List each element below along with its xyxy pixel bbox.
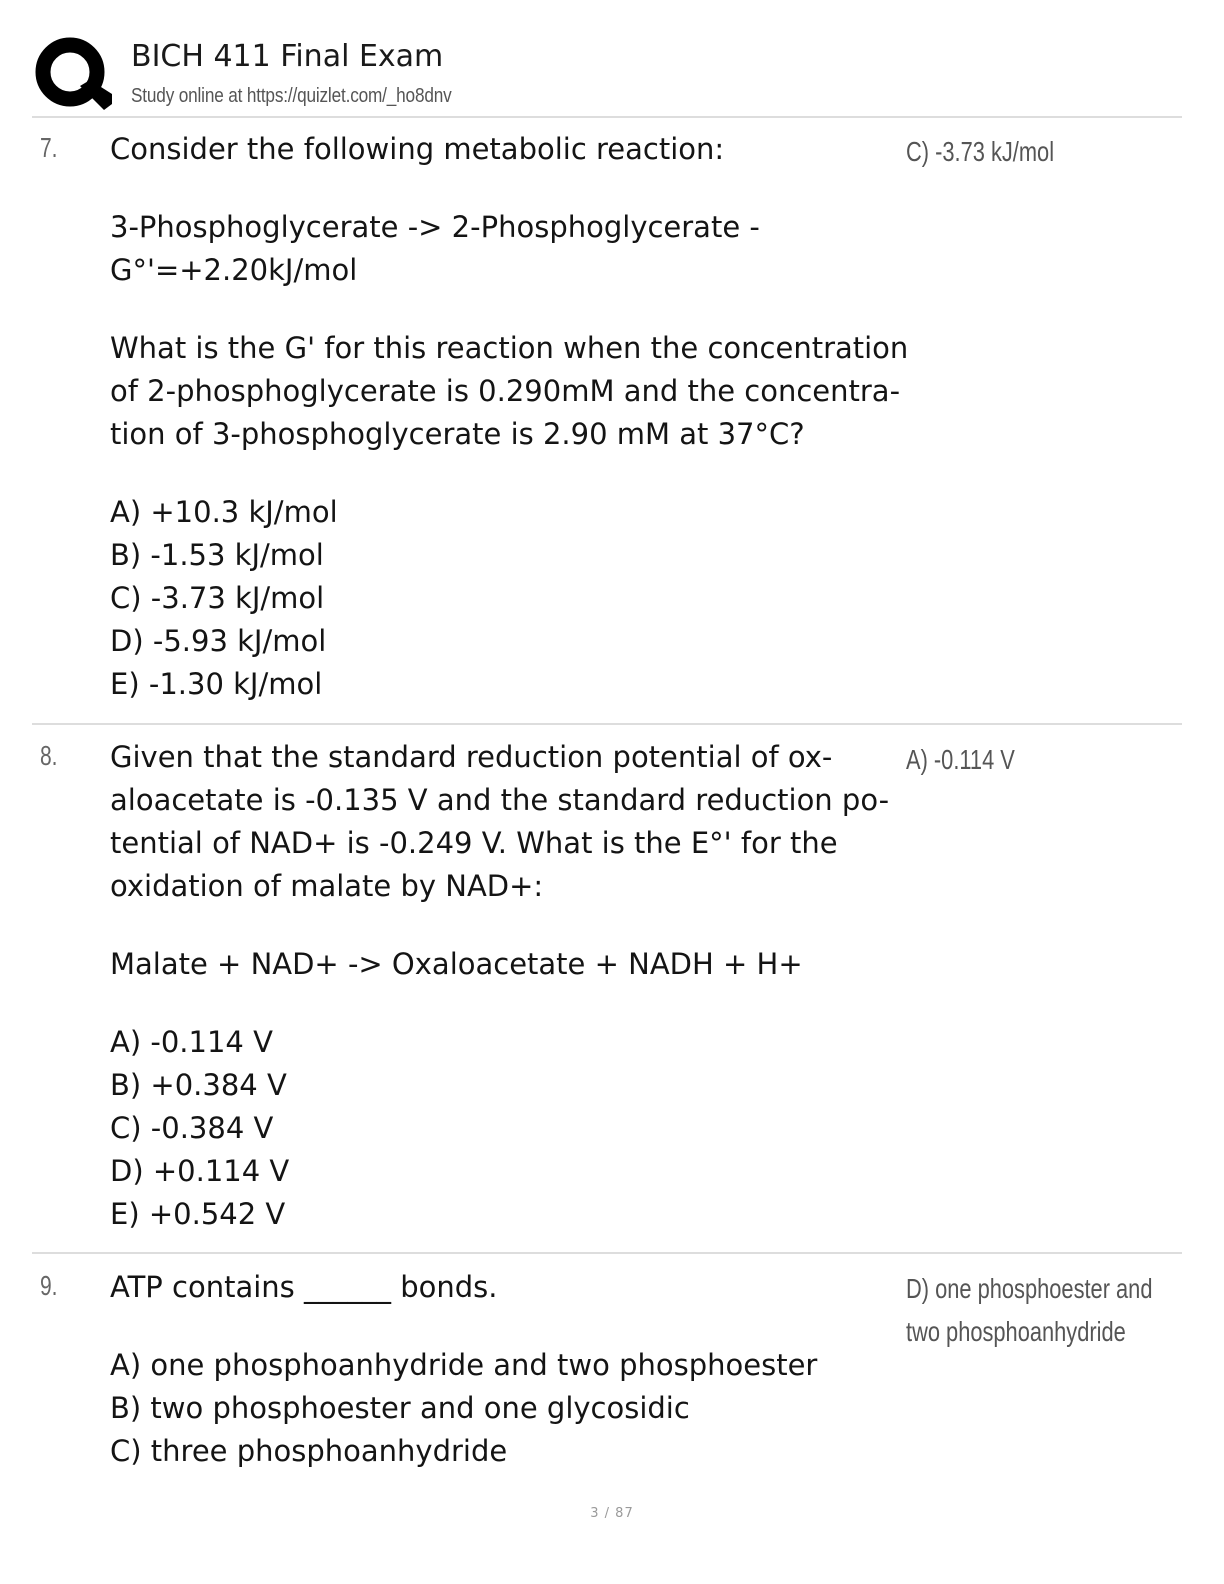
question-8 — [110, 736, 910, 1236]
divider — [32, 116, 1182, 118]
correct-answer: D) one phosphoester and two phosphoanhydride — [906, 1273, 1153, 1347]
divider — [32, 723, 1182, 725]
question-number: 9. — [40, 1270, 58, 1301]
study-online-link[interactable]: Study online at https://quizlet.com/_ho8dnv — [131, 85, 452, 107]
question-number: 8. — [40, 740, 58, 771]
question-text: Given that the standard reduction potential of ox- aloacetate is -0.135 V and the standard reduction po- tential of NAD+ is -0.249 V. What is the E°' for the oxidation of malate by NAD+: — [110, 740, 890, 903]
question-7 — [110, 128, 910, 706]
question-text: ATP contains ______ bonds. — [110, 1270, 498, 1304]
document-title: BICH 411 Final Exam — [131, 39, 444, 74]
correct-answer: A) -0.114 V — [906, 744, 1015, 775]
quizlet-logo-icon — [32, 34, 112, 114]
reaction-equation: Malate + NAD+ -> Oxaloacetate + NADH + H+ — [110, 947, 803, 981]
answer-options: A) one phosphoanhydride and two phosphoester B) two phosphoester and one glycosidic C) three phosphoanhydride — [110, 1348, 818, 1468]
question-9 — [110, 1266, 910, 1473]
question-text: Consider the following metabolic reaction: — [110, 132, 725, 166]
page-number: 3 / 87 — [590, 1506, 634, 1521]
correct-answer: C) -3.73 kJ/mol — [906, 136, 1055, 167]
question-number: 7. — [40, 132, 58, 163]
answer-options: A) +10.3 kJ/mol B) -1.53 kJ/mol C) -3.73 kJ/mol D) -5.93 kJ/mol E) -1.30 kJ/mol — [110, 495, 338, 701]
page-header — [30, 28, 1182, 118]
divider — [32, 1252, 1182, 1254]
reaction-equation: 3-Phosphoglycerate -> 2-Phosphoglycerate - G°'=+2.20kJ/mol — [110, 210, 760, 287]
question-prompt: What is the G' for this reaction when the concentration of 2-phosphoglycerate is 0.290mM and the concentra- tion of 3-phosphoglycerate is 2.90 mM at 37°C? — [110, 331, 909, 451]
answer-options: A) -0.114 V B) +0.384 V C) -0.384 V D) +0.114 V E) +0.542 V — [110, 1025, 290, 1231]
